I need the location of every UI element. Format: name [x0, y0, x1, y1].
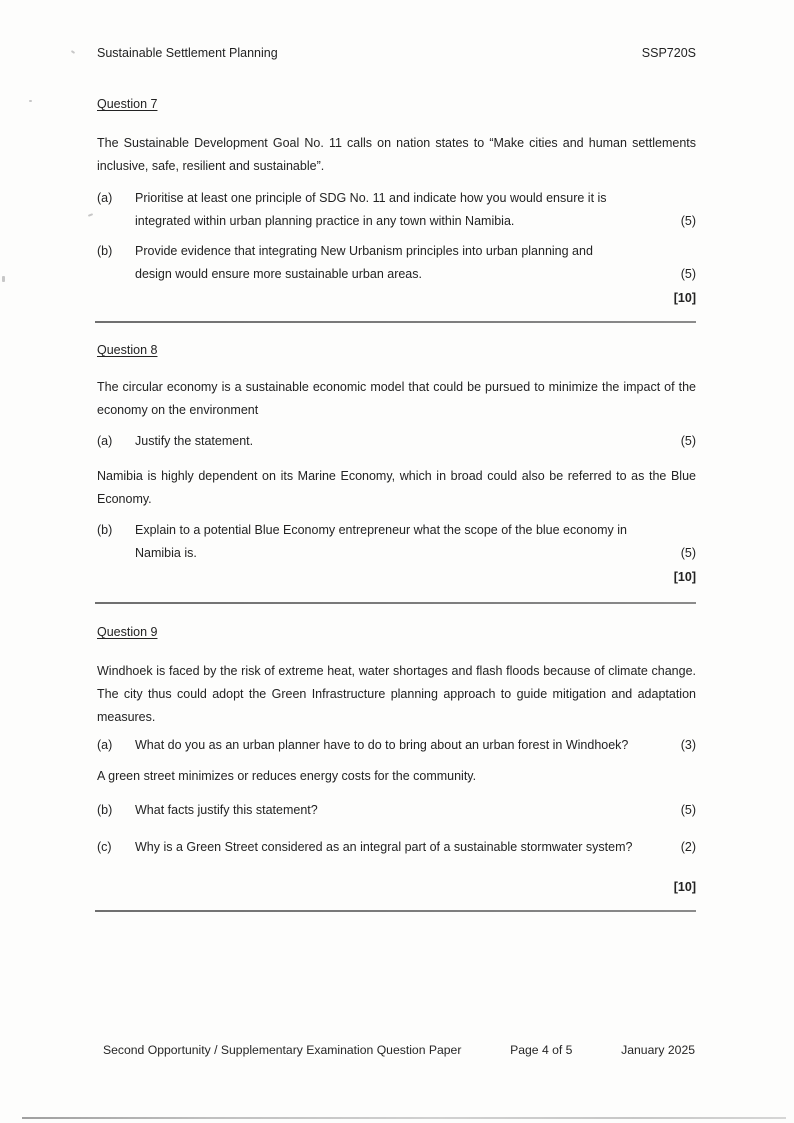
- item-label: (b): [97, 244, 113, 258]
- question-item-8a: [97, 430, 696, 453]
- item-marks: (2): [680, 840, 696, 854]
- question-9-title: Question 9: [97, 625, 158, 639]
- question-7-total: [10]: [673, 291, 696, 305]
- item-label: (a): [97, 191, 113, 205]
- question-item-8b: [97, 519, 696, 565]
- section-divider: [95, 602, 696, 604]
- item-text: Provide evidence that integrating New Urbanism principles into urban planning and design would ensure more sustainable urban areas.: [135, 244, 593, 281]
- question-item-9b: [97, 799, 696, 822]
- item-text: Explain to a potential Blue Economy entrepreneur what the scope of the blue economy in Namibia is.: [135, 523, 627, 560]
- question-7-title: Question 7: [97, 97, 158, 111]
- item-marks: (5): [680, 214, 696, 228]
- question-8-intro-1: The circular economy is a sustainable economic model that could be pursued to minimize the impact of the economy on the environment: [97, 380, 696, 417]
- page-content: [97, 46, 696, 912]
- question-item-9c: [97, 836, 696, 859]
- section-divider: [95, 321, 696, 323]
- item-marks: (5): [680, 803, 696, 817]
- scan-artifact: [29, 100, 32, 102]
- item-marks: (5): [680, 267, 696, 281]
- footer-page-number: Page 4 of 5: [510, 1043, 573, 1057]
- question-7-section: [97, 97, 696, 323]
- scan-edge-line: [22, 1117, 786, 1119]
- item-label: (a): [97, 738, 113, 752]
- item-text: Why is a Green Street considered as an integral part of a sustainable stormwater system?: [135, 840, 633, 854]
- question-8-section: [97, 343, 696, 604]
- question-8-intro-2: Namibia is highly dependent on its Marine Economy, which in broad could also be referred to as the Blue Economy.: [97, 469, 696, 506]
- item-text: Justify the statement.: [135, 434, 254, 448]
- item-marks: (5): [680, 546, 696, 560]
- scan-artifact: [88, 213, 93, 217]
- item-label: (b): [97, 523, 113, 537]
- item-text: What facts justify this statement?: [135, 803, 318, 817]
- item-marks: (5): [680, 434, 696, 448]
- question-7-intro: The Sustainable Development Goal No. 11 calls on nation states to “Make cities and human settlements inclusive, safe, resilient and sustainable”.: [97, 136, 696, 173]
- item-label: (a): [97, 434, 113, 448]
- question-item-7b: [97, 240, 696, 286]
- item-label: (b): [97, 803, 113, 817]
- question-item-7a: [97, 187, 696, 233]
- question-9-intro-1: Windhoek is faced by the risk of extreme heat, water shortages and flash floods because of climate change. The city thus could adopt the Green Infrastructure planning approach to guide mitigation and adaptation measures.: [97, 664, 696, 724]
- item-text: Prioritise at least one principle of SDG No. 11 and indicate how you would ensure it is integrated within urban planning practice in any town within Namibia.: [135, 191, 607, 228]
- page-header: [97, 46, 696, 61]
- item-text: What do you as an urban planner have to do to bring about an urban forest in Windhoek?: [135, 738, 629, 752]
- question-9-section: [97, 625, 696, 912]
- question-8-title: Question 8: [97, 343, 158, 357]
- item-marks: (3): [680, 738, 696, 752]
- item-label: (c): [97, 840, 112, 854]
- scan-artifact: [71, 50, 75, 54]
- question-8-total: [10]: [673, 570, 696, 584]
- footer-paper-type: Second Opportunity / Supplementary Examination Question Paper: [103, 1043, 462, 1057]
- question-9-intro-2: A green street minimizes or reduces energy costs for the community.: [97, 769, 477, 783]
- section-divider: [95, 910, 696, 912]
- question-item-9a: [97, 734, 696, 757]
- course-title: Sustainable Settlement Planning: [97, 46, 278, 60]
- question-9-total: [10]: [673, 880, 696, 894]
- scan-artifact: [2, 276, 5, 282]
- page-footer: [103, 1043, 695, 1058]
- course-code: SSP720S: [641, 46, 696, 60]
- footer-date: January 2025: [621, 1043, 695, 1057]
